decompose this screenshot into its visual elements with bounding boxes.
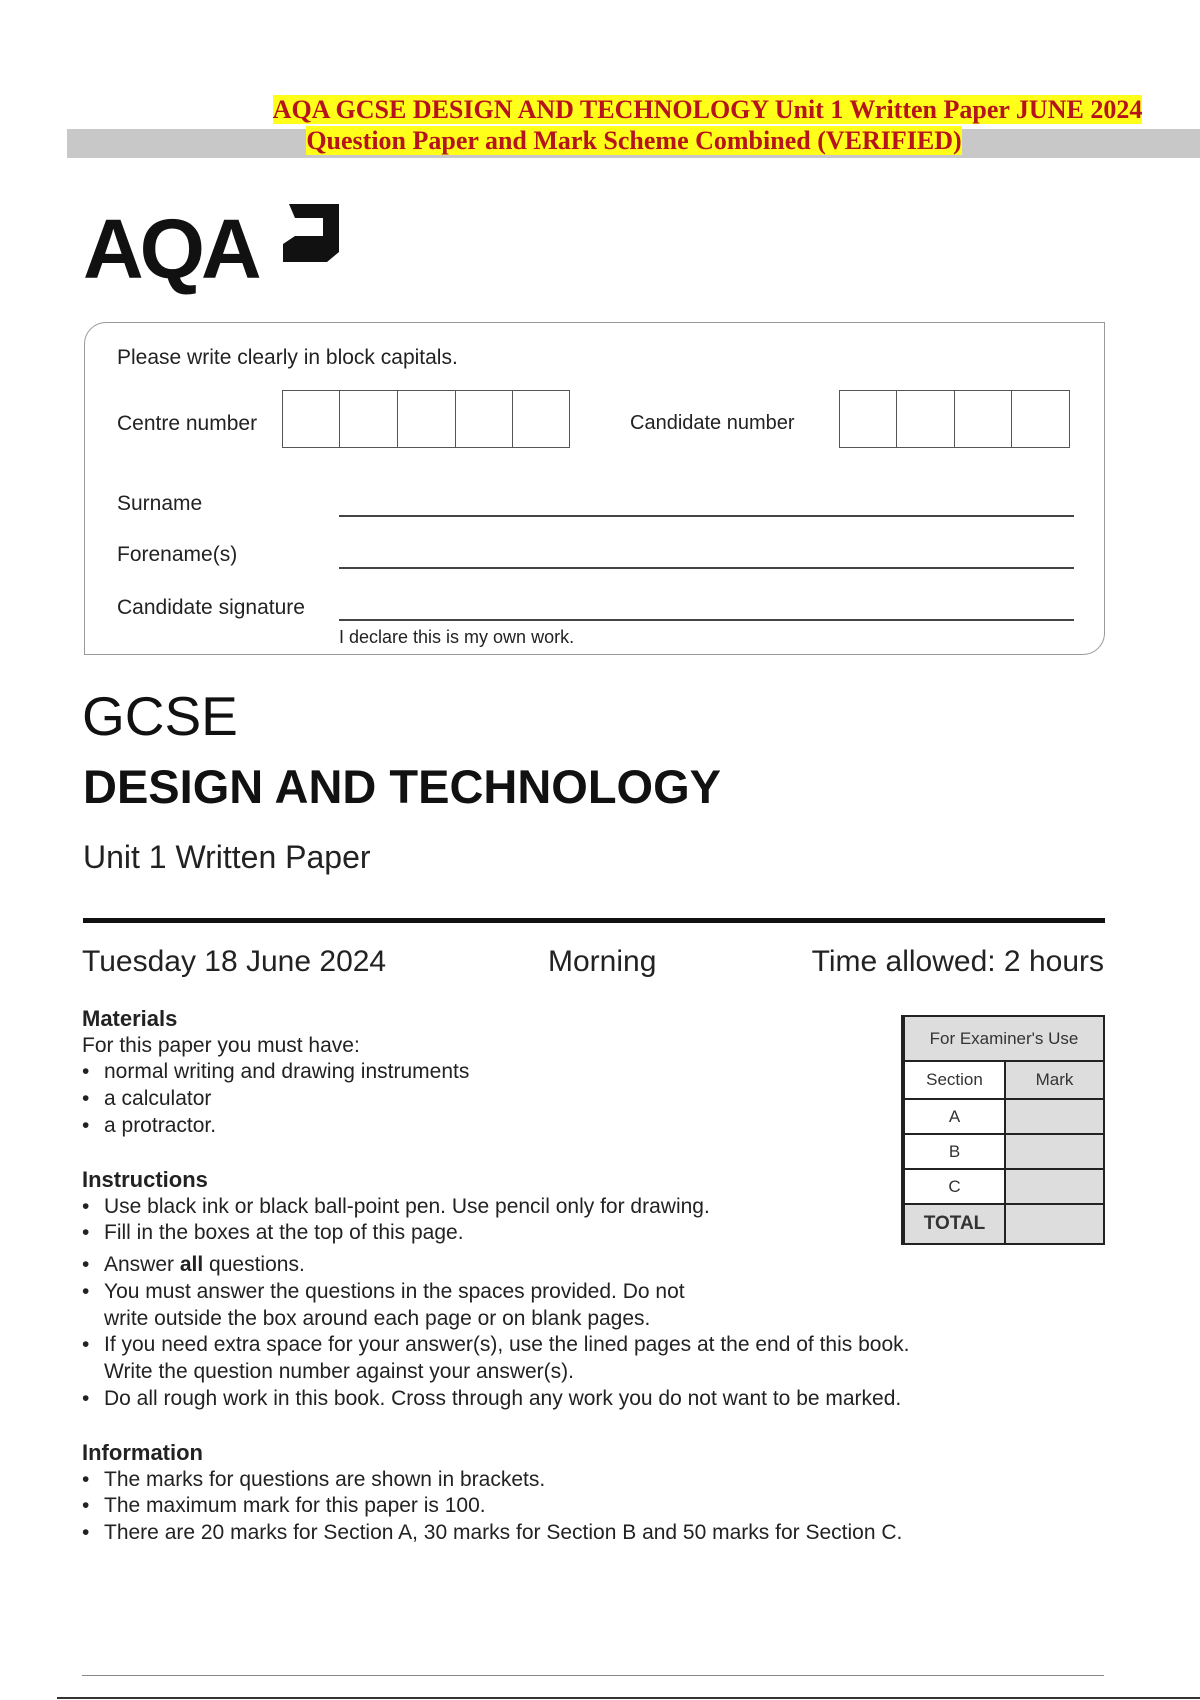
materials-item: • a calculator <box>82 1086 882 1113</box>
mark-column-header: Mark <box>1005 1061 1104 1099</box>
instruction-item: • You must answer the questions in the spaces provided. Do not write outside the box around each page or on blank pages. <box>82 1279 732 1332</box>
page-bottom-rule <box>57 1697 1200 1699</box>
forenames-label: Forename(s) <box>117 543 238 566</box>
subject-title: DESIGN AND TECHNOLOGY <box>83 760 722 813</box>
forenames-field[interactable] <box>339 567 1074 569</box>
qualification-level: GCSE <box>82 685 238 747</box>
banner-title-line2: Question Paper and Mark Scheme Combined (VERIFIED) <box>306 126 962 155</box>
information-item: • There are 20 marks for Section A, 30 marks for Section B and 50 marks for Section C. <box>82 1520 1082 1547</box>
mark-cell <box>1005 1134 1104 1169</box>
banner-title-line1: AQA GCSE DESIGN AND TECHNOLOGY Unit 1 Written Paper JUNE 2024 <box>272 95 1143 124</box>
aqa-logo-text: AQA <box>83 202 258 296</box>
materials-item: • a protractor. <box>82 1113 882 1140</box>
instruction-item: • Do all rough work in this book. Cross through any work you do not want to be marked. <box>82 1386 982 1413</box>
surname-label: Surname <box>117 492 203 515</box>
mark-cell <box>1005 1099 1104 1134</box>
information-section <box>82 1440 1082 1547</box>
total-mark-cell <box>1005 1204 1104 1244</box>
paper-title: Unit 1 Written Paper <box>83 839 371 875</box>
information-item: • The maximum mark for this paper is 100. <box>82 1493 1082 1520</box>
section-cell: B <box>903 1134 1005 1169</box>
signature-label: Candidate signature <box>117 596 305 619</box>
section-cell: C <box>903 1169 1005 1204</box>
exam-session: Morning <box>548 945 657 978</box>
time-allowed: Time allowed: 2 hours <box>811 945 1104 978</box>
examiner-table-title: For Examiner's Use <box>903 1016 1104 1061</box>
footer-rule <box>82 1675 1104 1676</box>
exam-date: Tuesday 18 June 2024 <box>82 945 387 978</box>
declaration-text: I declare this is my own work. <box>339 627 575 647</box>
instruction-item: • Fill in the boxes at the top of this page. <box>82 1220 982 1247</box>
section-column-header: Section <box>903 1061 1005 1099</box>
surname-field[interactable] <box>339 515 1074 517</box>
materials-intro: For this paper you must have: <box>82 1033 360 1057</box>
aqa-logo-mark-icon <box>283 204 343 264</box>
materials-heading: Materials <box>82 1006 178 1031</box>
examiner-use-table <box>901 1015 1105 1245</box>
instructions-heading: Instructions <box>82 1167 208 1192</box>
instruction-item: • Use black ink or black ball-point pen. Use pencil only for drawing. <box>82 1194 982 1221</box>
block-capitals-instruction: Please write clearly in block capitals. <box>117 346 458 369</box>
instruction-item: • Answer all questions. <box>82 1252 982 1279</box>
divider-rule <box>83 918 1105 923</box>
information-heading: Information <box>82 1440 203 1465</box>
candidate-number-boxes[interactable] <box>839 390 1070 448</box>
materials-section <box>82 1006 882 1140</box>
materials-item: • normal writing and drawing instruments <box>82 1059 882 1086</box>
instructions-section <box>82 1167 982 1412</box>
mark-cell <box>1005 1169 1104 1204</box>
signature-field[interactable] <box>339 619 1074 621</box>
total-label: TOTAL <box>903 1204 1005 1244</box>
instruction-item: • If you need extra space for your answer(s), use the lined pages at the end of this book. Write the question number against your answer(s). <box>82 1332 962 1385</box>
candidate-number-label: Candidate number <box>630 412 795 434</box>
centre-number-boxes[interactable] <box>282 390 570 448</box>
section-cell: A <box>903 1099 1005 1134</box>
centre-number-label: Centre number <box>117 412 258 435</box>
information-item: • The marks for questions are shown in brackets. <box>82 1467 1082 1494</box>
